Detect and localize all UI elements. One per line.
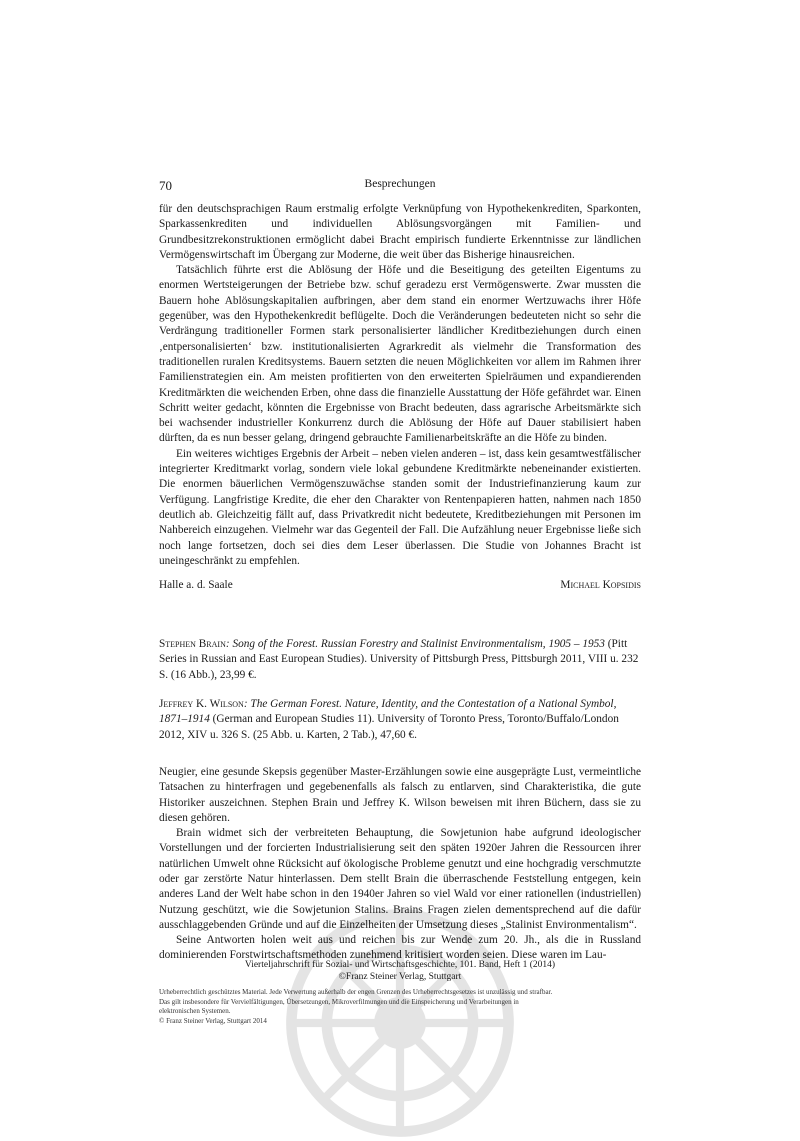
review-paragraph: Ein weiteres wichtiges Ergebnis der Arbeit – neben vielen anderen – ist, dass kein gesamtwestfälischer integrierter Kreditmarkt vorlag, sondern viele lokal gebundene Kreditmärkte nebeneinander existierten. Die enormen bäuerlichen Vermögenszuwächse standen somit der Industriefinanzierung kaum zur Verfügung. Langfristige Kredite, die eher den Charakter von Rentenpapieren hatten, nahmen nach 1850 deutlich ab. Gleichzeitig fällt auf, dass Privatkredit nicht bedeutete, Kreditbeziehungen mit Personen im Nahbereich einzugehen. Vielmehr war das Gegenteil der Fall. Die Aufzählung neuer Ergebnisse ließe sich noch lange fortsetzen, doch sei dies dem Leser überlassen. Die Studie von Johannes Bracht ist uneingeschränkt zu empfehlen. (159, 447, 641, 567)
book-details: (German and European Studies 11). University of Toronto Press, Toronto/Buffalo/London 2012, XIV u. 326 S. (25 Abb. u. Karten, 2 Tab.), 47,60 €. (159, 713, 619, 741)
journal-citation: Vierteljahrschrift für Sozial- und Wirtschaftsgeschichte, 101. Band, Heft 1 (2014) (244, 960, 556, 970)
book-author: Jeffrey K. Wilson (159, 698, 244, 711)
copyright-line: Urheberrechtlich geschütztes Material. Jede Verwertung außerhalb der engen Grenzen des Urheberrechtsgesetzes ist unzulässig und strafbar. (159, 988, 553, 996)
copyright-line: Das gilt insbesondere für Vervielfältigungen, Übersetzungen, Mikroverfilmungen und die Einspeicherung und Verarbeitungen in (159, 997, 519, 1006)
page-footer (159, 960, 641, 1026)
page-number: 70 (159, 178, 172, 193)
copyright-notice (159, 988, 641, 1026)
review-paragraph: Seine Antworten holen weit aus und reichen bis zur Wende zum 20. Jh., als die in Russland dominierenden Forstwirtschaftsmethoden zunehmend kritisiert worden seien. Diese waren im Lau- (159, 934, 641, 962)
review-paragraph: Tatsächlich führte erst die Ablösung der Höfe und die Beseitigung des geteilten Eigentums zu enormen Wertsteigerungen der Betriebe bzw. schuf geradezu erst Vermögenswerte. Zwar mussten die Bauern hohe Ablösungskapitalien aufbringen, aber dem stand ein enormer Wertzuwachs ihrer Höfe gegenüber, was den Hypothekenkredit beflügelte. Doch die Veränderungen bedeuteten nicht so sehr die Verdrängung traditioneller Formen stark personalisierter ländlicher Kreditbeziehungen durch einen ‚entpersonalisierten‘ bzw. institutionalisierten Agrarkredit als vielmehr die Transformation des traditionellen ruralen Kreditsystems. Bauern setzten die neuen Möglichkeiten vor allem im Rahmen ihrer Familienstrategien ein. Am meisten profitierten von den erweiterten Spielräumen und expandierenden Kreditmärkten die weichenden Erben, ohne dass die finanzielle Ausstattung der Höfe gefährdet war. Einen Schritt weiter gedacht, könnten die Ergebnisse von Bracht bedeuten, dass agrarische Arbeitsmärkte sich bei wachsender industrieller Konkurrenz durch die Ablösung der Höfe auf Dauer stabilisiert haben dürften, da es nun besser gelang, dringend gebrauchte Familienarbeitskräfte an die Höfe zu binden. (159, 264, 641, 445)
bibliographic-entry (159, 697, 641, 743)
review-paragraph: Neugier, eine gesunde Skepsis gegenüber Master-Erzählungen sowie eine ausgeprägte Lust, vermeintliche Tatsachen zu hinterfragen und gegebenenfalls als falsch zu entlarven, sind Charakteristika, die gute Historiker auszeichnen. Stephen Brain und Jeffrey K. Wilson beweisen mit ihren Büchern, dass sie zu diesen gehören. (159, 765, 641, 824)
book-title: : Song of the Forest. Russian Forestry and Stalinist Environmentalism, 1905 – 1953 (225, 638, 605, 651)
copyright-line: © Franz Steiner Verlag, Stuttgart 2014 (159, 1016, 267, 1025)
running-header (159, 178, 641, 202)
book-title: : The German Forest. Nature, Identity, and the Contestation of a National Symbol, 1871–1914 (159, 698, 617, 726)
publisher-line: ©Franz Steiner Verlag, Stuttgart (338, 971, 462, 982)
reviewer-name: Michael Kopsidis (560, 579, 641, 592)
review-signature (159, 579, 641, 595)
page-body (159, 178, 641, 964)
running-title: Besprechungen (364, 178, 436, 190)
book-details: (Pitt Series in Russian and East European Studies). University of Pittsburgh Press, Pittsburgh 2011, VIII u. 232 S. (16 Abb.), 23,99 €. (159, 638, 639, 681)
bibliographic-entry (159, 637, 641, 683)
copyright-line: elektronischen Systemen. (159, 1007, 231, 1015)
reviewer-place: Halle a. d. Saale (159, 579, 233, 592)
review-paragraph: für den deutschsprachigen Raum erstmalig erfolgte Verknüpfung von Hypothekenkrediten, Sparkonten, Sparkassenkrediten und individuellen Ablösungsvorgängen mit Familien- und Grundbesitzrekonstruktionen ermöglicht dabei Bracht empirisch fundierte Erkenntnisse zur ländlichen Vermögenswirtschaft im Übergang zur Moderne, die weit über das Bisherige hinausreichen. (159, 203, 641, 261)
review-paragraph: Brain widmet sich der verbreiteten Behauptung, die Sowjetunion habe aufgrund ideologischer Vorstellungen und der forcierten Industrialisierung seit den späten 1920er Jahren die Ressourcen ihrer natürlichen Umwelt ohne Rücksicht auf ökologische Probleme genutzt und eine hochgradig verschmutzte oder gar zerstörte Natur hinterlassen. Dem stellt Brain die überraschende Feststellung entgegen, kein anderes Land der Welt habe schon in den 1940er Jahren so viel Wald vor einer rationellen (industriellen) Nutzung geschützt, wie die Sowjetunion Stalins. Brains Fragen zielen dementsprechend auf die dafür ausschlaggebenden Gründe und auf die Einzelheiten der Umsetzung dieses „Stalinist Environmentalism“. (159, 827, 641, 931)
book-author: Stephen Brain (159, 638, 226, 651)
